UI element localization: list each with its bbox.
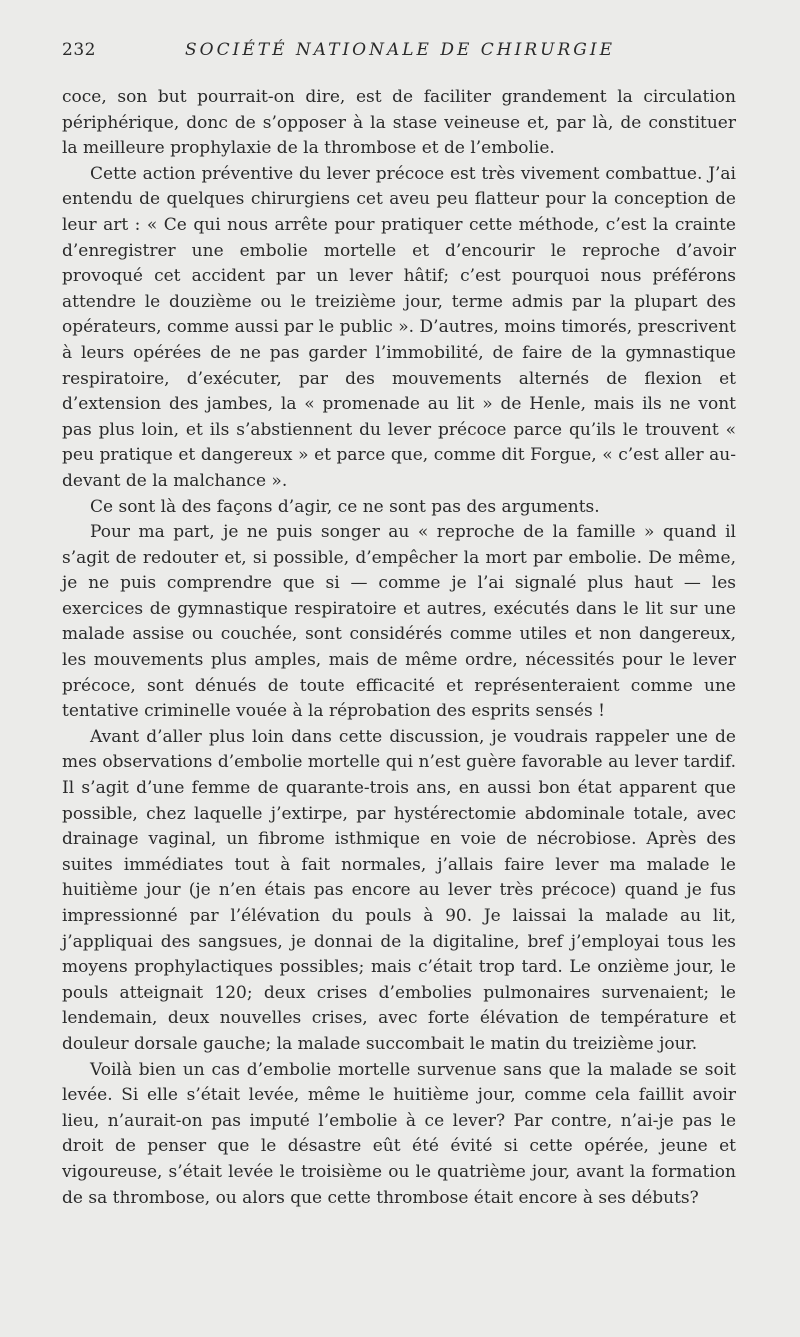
paragraph-4: Pour ma part, je ne puis songer au « reproche de la famille » quand il s’agit de redouter et, si possible, d’empêcher la mort par embolie. De même, je ne puis comprendre que si — comme je l’ai signalé plus haut — les exercices de gymnastique respiratoire et autres, exécutés dans le lit sur une malade assise ou couchée, sont considérés comme utiles et non dangereux, les mouvements plus amples, mais de même ordre, nécessités pour le lever précoce, sont dénués de toute efficacité et représenteraient comme une tentative criminelle vouée à la réprobation des esprits sensés !	[62, 522, 736, 722]
paragraph-1: coce, son but pourrait-on dire, est de faciliter grandement la circulation périphérique, donc de s’opposer à la stase veineuse et, par là, de constituer la meilleure prophylaxie de la thrombose et de l’embolie.	[62, 87, 736, 159]
page-header	[62, 40, 738, 64]
paragraph-5: Avant d’aller plus loin dans cette discussion, je voudrais rappeler une de mes observations d’embolie mortelle qui n’est guère favorable au lever tardif. Il s’agit d’une femme de quarante-trois ans, en aussi bon état apparent que possible, chez laquelle j’extirpe, par hystérectomie abdominale totale, avec drainage vaginal, un fibrome isthmique en voie de nécrobiose. Après des suites immédiates tout à fait normales, j’allais faire lever ma malade le huitième jour (je n’en étais pas encore au lever très précoce) quand je fus impressionné par l’élévation du pouls à 90. Je laissai la malade au lit, j’appliquai des sangsues, je donnai de la digitaline, bref j’employai tous les moyens prophylactiques possibles; mais c’était trop tard. Le onzième jour, le pouls atteignait 120; deux crises d’embolies pulmonaires survenaient; le lendemain, deux nouvelles crises, avec forte élévation de température et douleur dorsale gauche; la malade succombait le matin du treizième jour.	[62, 726, 736, 1054]
running-title: SOCIÉTÉ NATIONALE DE CHIRURGIE	[185, 40, 615, 60]
paragraph-2: Cette action préventive du lever précoce est très vivement combattue. J’ai entendu de quelques chirurgiens cet aveu peu flatteur pour la conception de leur art : « Ce qui nous arrête pour pratiquer cette méthode, c’est la crainte d’enregistrer une embolie mortelle et d’encourir le reproche d’avoir provoqué cet accident par un lever hâtif; c’est pourquoi nous préférons attendre le douzième ou le treizième jour, terme admis par la plupart des opérateurs, comme aussi par le public ». D’autres, moins timorés, prescrivent à leurs opérées de ne pas garder l’immobilité, de faire de la gymnastique respiratoire, d’exécuter, par des mouvements alternés de flexion et d’extension des jambes, la « promenade au lit » de Henle, mais ils ne vont pas plus loin, et ils s’abstiennent du lever précoce parce qu’ils le trouvent « peu pratique et dangereux » et parce que, comme dit Forgue, « c’est aller au-devant de la malchance ».	[62, 163, 736, 491]
body-text	[62, 85, 736, 1211]
paragraph-3: Ce sont là des façons d’agir, ce ne sont pas des arguments.	[90, 496, 600, 517]
page-number: 232	[62, 40, 96, 60]
paragraph-6: Voilà bien un cas d’embolie mortelle survenue sans que la malade se soit levée. Si elle s’était levée, même le huitième jour, comme cela faillit avoir lieu, n’aurait-on pas imputé l’embolie à ce lever? Par contre, n’ai-je pas le droit de penser que le désastre eût été évité si cette opérée, jeune et vigoureuse, s’était levée le troisième ou le quatrième jour, avant la formation de sa thrombose, ou alors que cette thrombose était encore à ses débuts?	[62, 1059, 736, 1208]
